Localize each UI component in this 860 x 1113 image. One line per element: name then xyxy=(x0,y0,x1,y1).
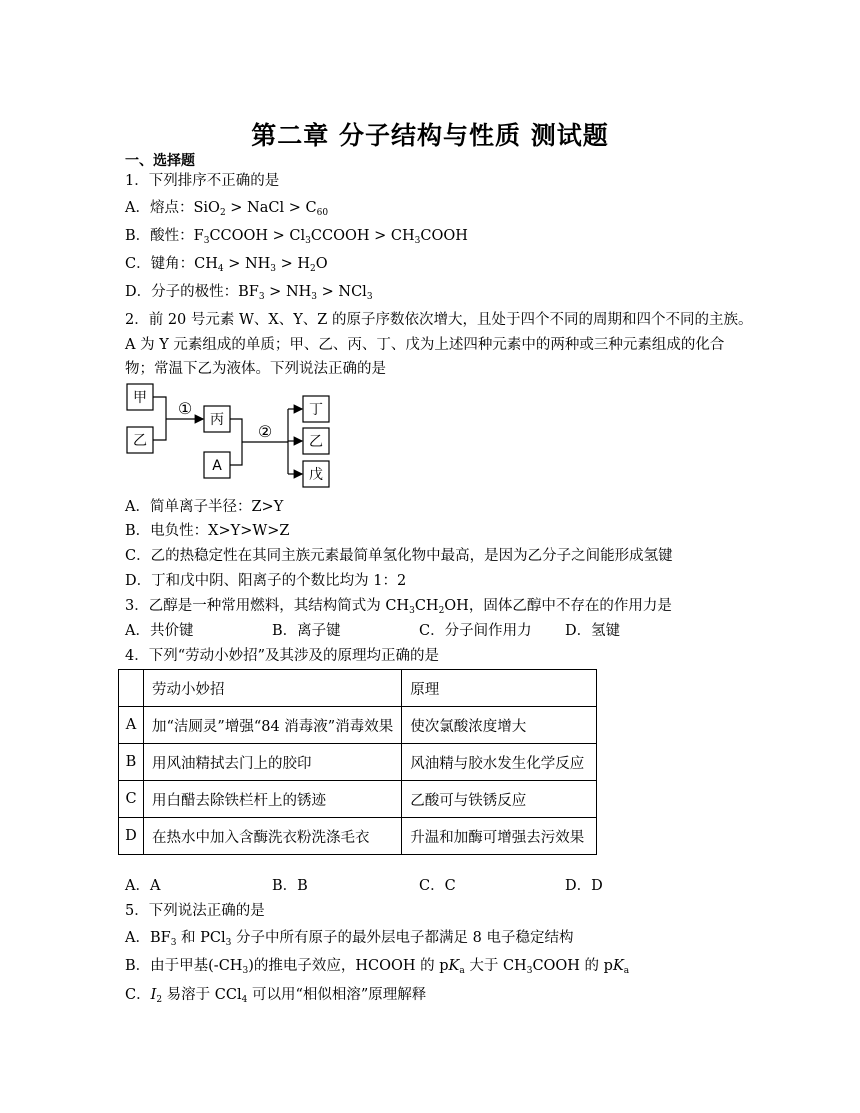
table-cell: A xyxy=(119,707,144,744)
node-bing: 丙 xyxy=(210,412,224,428)
q5-option-c: C．$I_2$ 易溶于 CCl$_4$ 可以用“相似相溶”原理解释 xyxy=(125,987,427,1005)
step2-label: ② xyxy=(257,422,273,441)
q2-option-c: C．乙的热稳定性在其同主族元素最简单氢化物中最高，是因为乙分子之间能形成氢键 xyxy=(125,548,673,564)
q4-option-a: A．A xyxy=(125,878,161,894)
q1-option-c: C．键角：$CH_4 > NH_3 > H_2O$ xyxy=(125,256,328,274)
q1-stem: 1．下列排序不正确的是 xyxy=(125,173,280,189)
table-cell: B xyxy=(119,744,144,781)
table-row xyxy=(119,781,597,818)
q2-stem-line1: 2．前 20 号元素 W、X、Y、Z 的原子序数依次增大，且处于四个不同的周期和四个不同的主族。 xyxy=(125,312,753,328)
q4-option-d: D．D xyxy=(565,878,603,894)
table-cell: 风油精与胶水发生化学反应 xyxy=(402,744,597,781)
node-yi: 乙 xyxy=(133,433,147,449)
node-ding: 丁 xyxy=(309,402,323,418)
q3-option-c: C．分子间作用力 xyxy=(419,623,532,639)
q3-option-a: A．共价键 xyxy=(125,623,194,639)
q1-option-a: A．熔点：SiO$_2$ > NaCl > $C_{60}$ xyxy=(125,200,329,218)
table-header-cell xyxy=(119,670,144,707)
table-cell: 在热水中加入含酶洗衣粉洗涤毛衣 xyxy=(144,818,402,855)
table-cell: 使次氯酸浓度增大 xyxy=(402,707,597,744)
reaction-flow-diagram xyxy=(124,380,344,492)
q5-option-b: B．由于甲基$(-CH_3)$的推电子效应，HCOOH 的 $pK_a$ 大于 $CH_3COOH$ 的 $pK_a$ xyxy=(125,958,630,976)
table-header-cell: 原理 xyxy=(402,670,597,707)
q4-stem: 4．下列“劳动小妙招”及其涉及的原理均正确的是 xyxy=(125,648,440,664)
q4-table xyxy=(118,669,597,855)
q3-stem: 3．乙醇是一种常用燃料，其结构简式为 $CH_3CH_2OH$，固体乙醇中不存在的作用力是 xyxy=(125,598,672,616)
table-cell: C xyxy=(119,781,144,818)
table-row xyxy=(119,744,597,781)
table-cell: 升温和加酶可增强去污效果 xyxy=(402,818,597,855)
q3-option-d: D．氢键 xyxy=(565,623,621,639)
q5-option-a: A．$BF_3$ 和 PCl$_3$ 分子中所有原子的最外层电子都满足 8 电子稳定结构 xyxy=(125,930,574,948)
table-cell: D xyxy=(119,818,144,855)
step1-label: ① xyxy=(177,399,193,418)
page-title: 第二章 分子结构与性质 测试题 xyxy=(251,121,609,150)
table-cell: 用白醋去除铁栏杆上的锈迹 xyxy=(144,781,402,818)
table-header-row xyxy=(119,670,597,707)
table-cell: 用风油精拭去门上的胶印 xyxy=(144,744,402,781)
q5-stem: 5．下列说法正确的是 xyxy=(125,903,265,919)
q4-option-c: C．C xyxy=(419,878,456,894)
node-yi2: 乙 xyxy=(309,434,323,450)
node-a: A xyxy=(212,458,222,474)
q2-option-d: D．丁和戊中阴、阳离子的个数比均为 1：2 xyxy=(125,573,407,589)
q2-stem-line2: A 为 Y 元素组成的单质；甲、乙、丙、丁、戊为上述四种元素中的两种或三种元素组成的化合 xyxy=(125,337,725,353)
q1-option-d: D．分子的极性：$BF_3 > NH_3 > NCl_3$ xyxy=(125,284,373,302)
table-cell: 加“洁厕灵”增强“84 消毒液”消毒效果 xyxy=(144,707,402,744)
table-row xyxy=(119,707,597,744)
q1-option-b: B．酸性：$F_3CCOOH$ > $Cl_3CCOOH$ > $CH_3COOH$ xyxy=(125,228,468,246)
table-header-cell: 劳动小妙招 xyxy=(144,670,402,707)
table-row xyxy=(119,818,597,855)
node-jia: 甲 xyxy=(133,390,147,406)
q4-option-b: B．B xyxy=(272,878,308,894)
connector-step1 xyxy=(153,397,166,440)
q2-stem-line3: 物；常温下乙为液体。下列说法正确的是 xyxy=(125,361,386,377)
table-cell: 乙酸可与铁锈反应 xyxy=(402,781,597,818)
q3-option-b: B．离子键 xyxy=(272,623,341,639)
node-wu: 戊 xyxy=(309,467,323,483)
section-heading: 一、选择题 xyxy=(125,153,195,169)
q2-option-a: A．简单离子半径：Z>Y xyxy=(125,499,284,515)
q2-option-b: B．电负性：X>Y>W>Z xyxy=(125,523,290,539)
connector-step2 xyxy=(230,419,242,465)
